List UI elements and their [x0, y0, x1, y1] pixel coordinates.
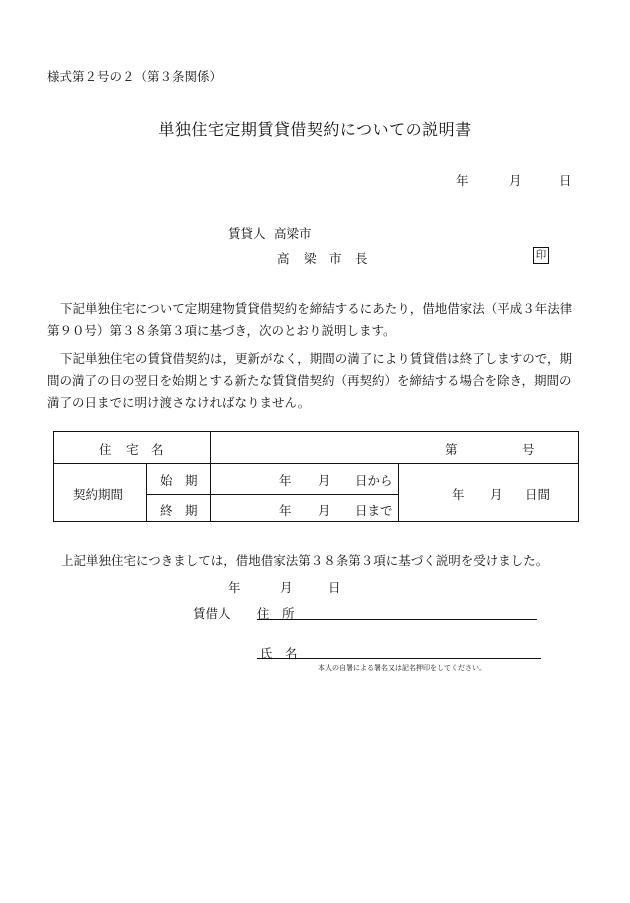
- date-bottom-year: 年: [228, 580, 241, 595]
- table-border-top: [53, 431, 579, 432]
- start-year: 年: [279, 473, 292, 488]
- seal-mark: 印: [533, 247, 549, 264]
- paragraph1-line-1: 下記単独住宅について定期建物賃貸借契約を締結するにあたり，借地借家法（平成３年法律: [60, 301, 573, 316]
- representative-char-2: 梁: [304, 251, 317, 266]
- paragraph2-line-1: 下記単独住宅の賃貸借契約は，更新がなく，期間の満了により賃貸借は終了しますので，期: [60, 351, 573, 366]
- date-top-year: 年: [456, 173, 469, 188]
- end-label-char-2: 期: [185, 503, 198, 518]
- start-label-char-2: 期: [185, 473, 198, 488]
- duration-year: 年: [452, 487, 465, 502]
- start-month: 月: [318, 473, 331, 488]
- end-day-until: 日まで: [355, 503, 393, 518]
- name-label: 氏 名: [260, 646, 298, 661]
- residence-label-char-2: 宅: [126, 442, 139, 457]
- explanation-paragraph-2: [47, 348, 583, 414]
- residence-table: [53, 431, 579, 522]
- table-col-divider-2: [146, 463, 147, 522]
- representative-char-4: 長: [355, 251, 368, 266]
- signature-note: 本人の自署による署名又は記名押印をしてください。: [318, 664, 486, 672]
- contract-period-label: 契約期間: [73, 487, 124, 502]
- lessor-name: 高梁市: [274, 226, 312, 241]
- confirmation-statement: 上記単独住宅につきましては，借地借家法第３８条第３項に基づく説明を受けました。: [61, 553, 549, 568]
- address-label: 住 所: [257, 606, 295, 621]
- explanation-paragraph-1: [47, 298, 583, 342]
- document-title: 単独住宅定期賃貸借契約についての説明書: [158, 120, 472, 139]
- table-border-bottom: [53, 521, 579, 522]
- duration-days: 日間: [525, 487, 551, 502]
- table-border-right: [578, 431, 579, 522]
- paragraph2-line-3: 満了の日までに明け渡さなければなりません。: [47, 395, 311, 410]
- table-period-divider: [146, 494, 399, 495]
- end-year: 年: [279, 503, 292, 518]
- table-col-divider-1: [210, 431, 211, 522]
- lessor-label: 賃貸人: [228, 226, 266, 241]
- date-top-month: 月: [509, 173, 522, 188]
- paragraph1-line-2: 第９０号）第３８条第３項に基づき，次のとおり説明します。: [47, 323, 396, 338]
- table-row-divider: [53, 463, 579, 464]
- lessee-label: 賃借人: [193, 606, 231, 621]
- date-top-day: 日: [559, 173, 572, 188]
- date-bottom-day: 日: [328, 580, 341, 595]
- paragraph2-line-2: 間の満了の日の翌日を始期とする新たな賃貸借契約（再契約）を締結する場合を除き，期間の: [47, 373, 572, 388]
- residence-label-char-1: 住: [99, 442, 112, 457]
- start-label-char-1: 始: [160, 473, 173, 488]
- representative-char-1: 高: [277, 251, 290, 266]
- residence-number-suffix: 号: [522, 442, 535, 457]
- duration-month: 月: [490, 487, 503, 502]
- date-bottom-month: 月: [280, 580, 293, 595]
- representative-char-3: 市: [329, 251, 342, 266]
- table-col-divider-3: [398, 463, 399, 522]
- end-month: 月: [318, 503, 331, 518]
- name-input-line[interactable]: [257, 658, 541, 659]
- address-input-line[interactable]: [257, 619, 537, 620]
- form-number: 様式第２号の２（第３条関係）: [47, 69, 223, 84]
- residence-label-char-3: 名: [151, 442, 164, 457]
- end-label-char-1: 終: [160, 503, 173, 518]
- table-border-left: [53, 431, 54, 522]
- residence-number-prefix: 第: [445, 442, 458, 457]
- start-day-from: 日から: [355, 473, 393, 488]
